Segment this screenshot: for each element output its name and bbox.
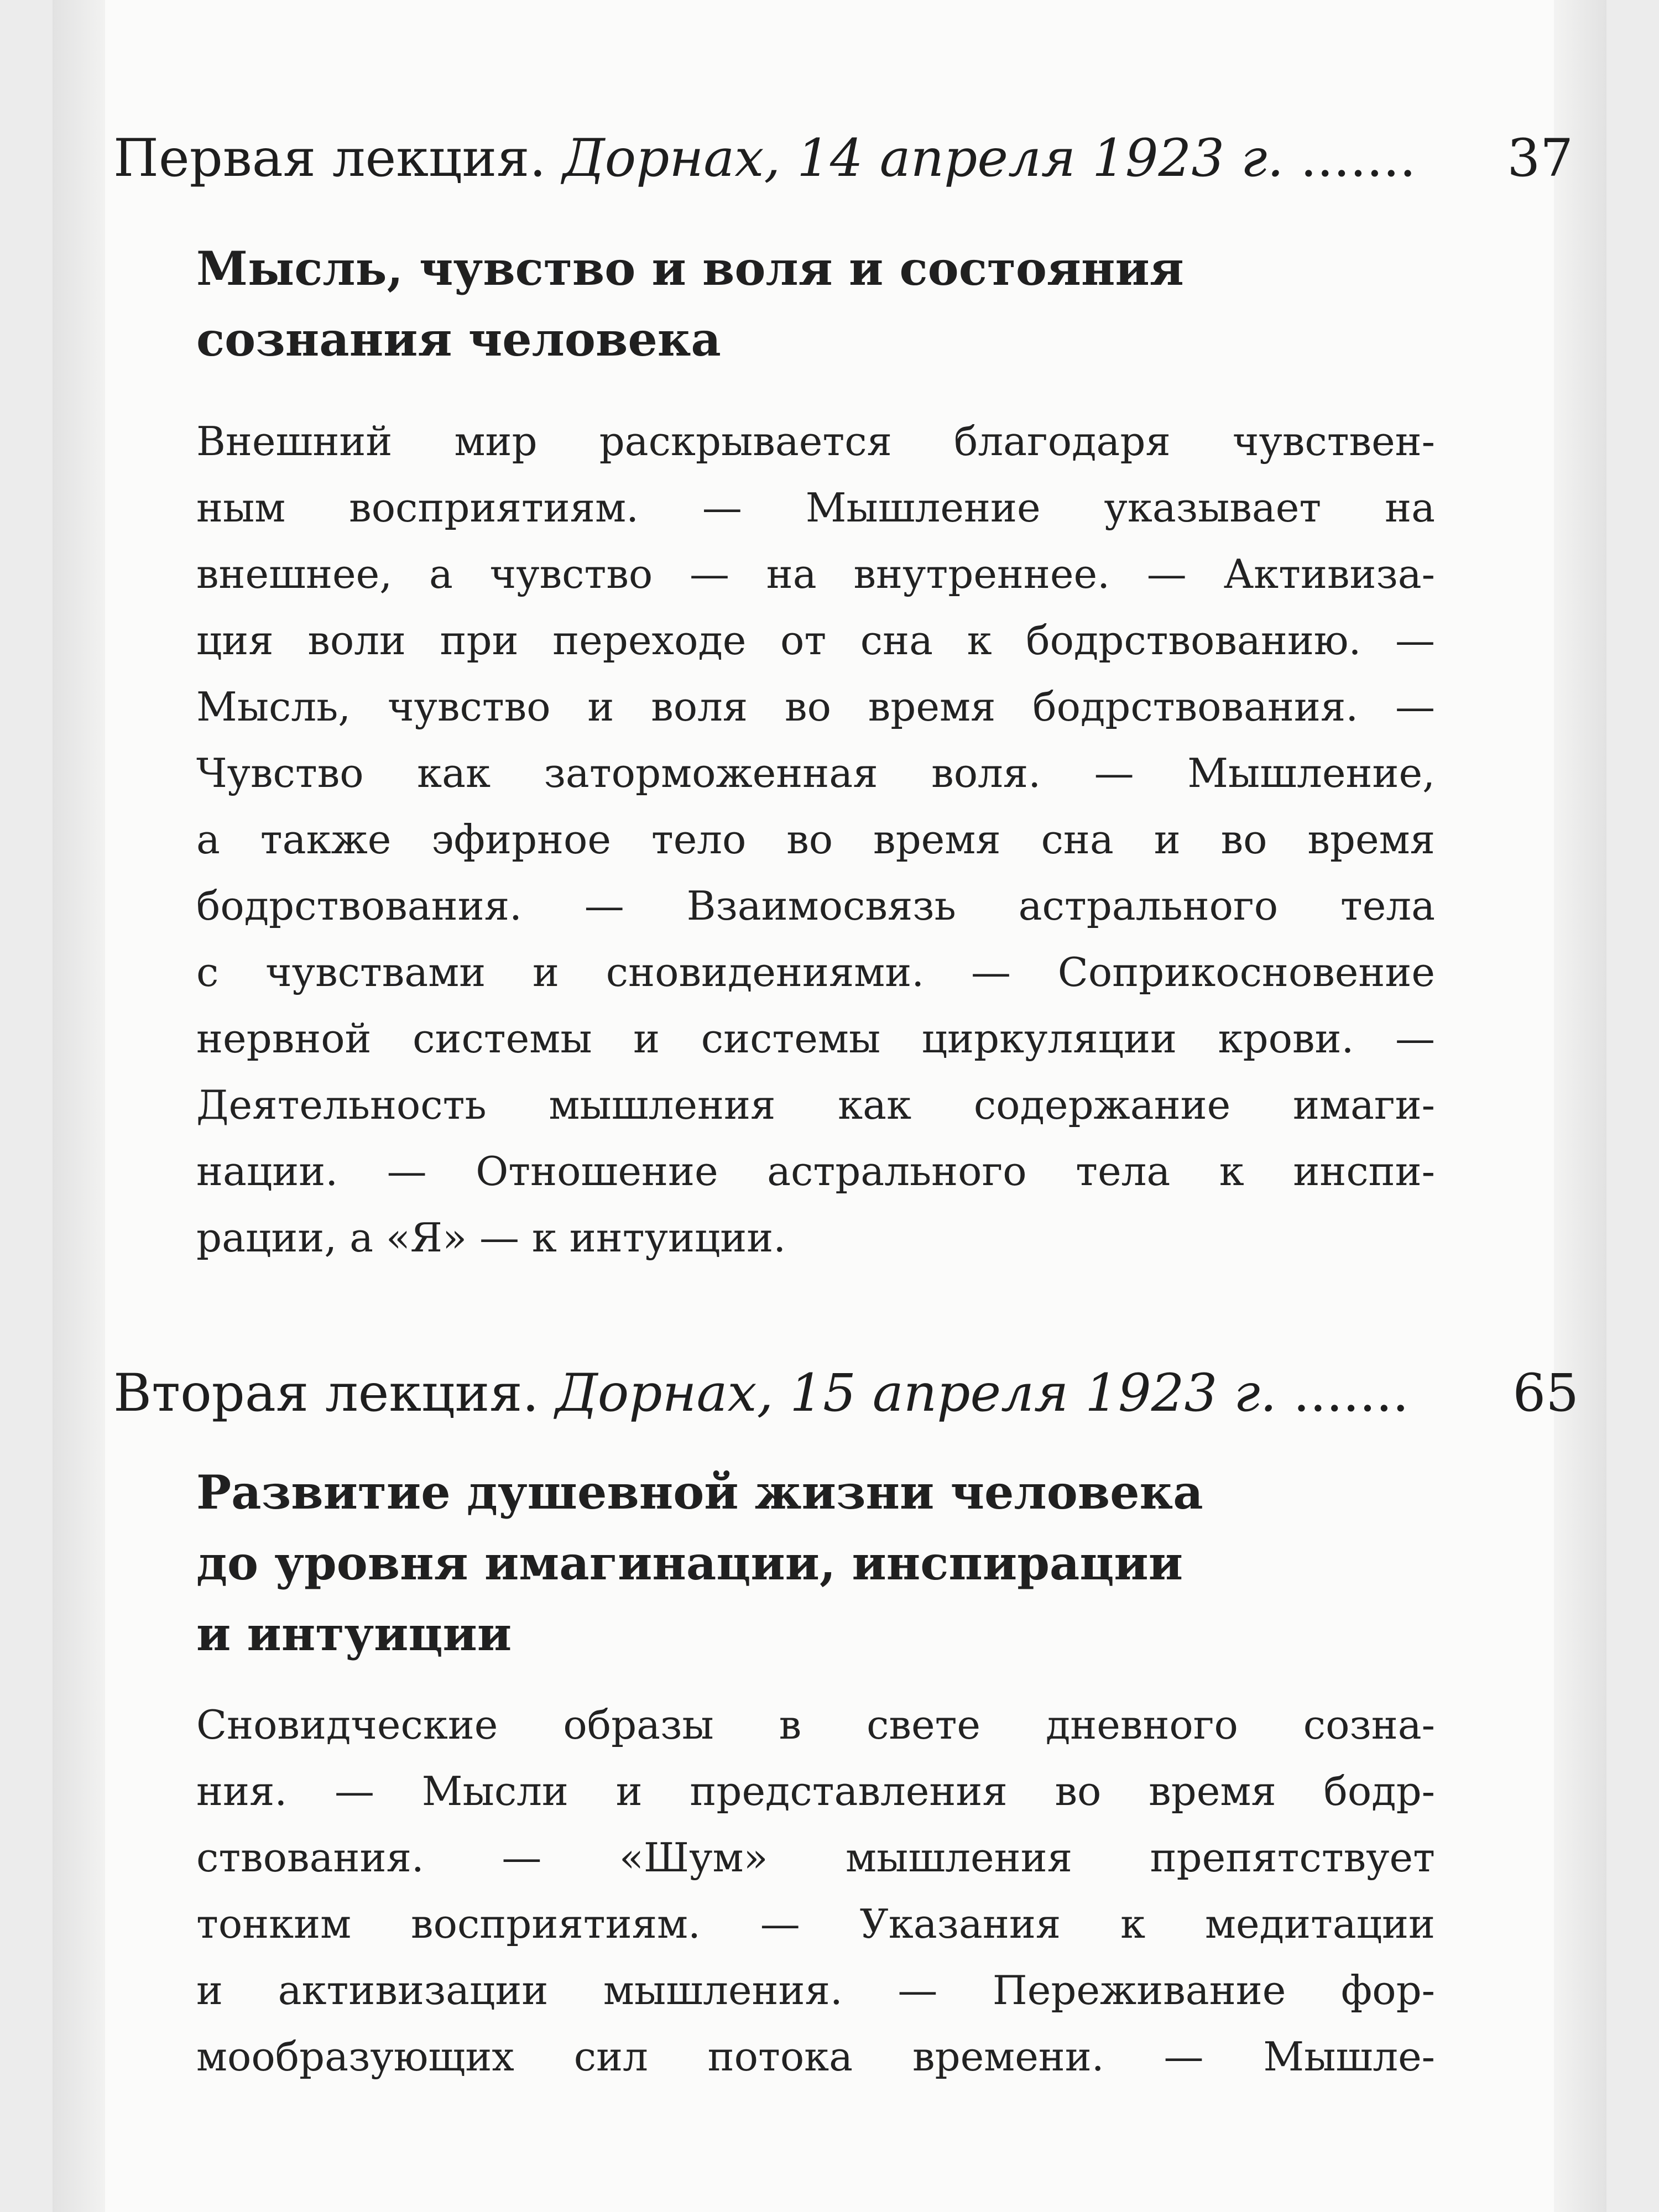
summary-line: бодрствования. — Взаимосвязь астрального тела [196,883,1435,929]
lecture-place-date: Дорнах, 14 апреля 1923 г. [562,128,1284,189]
lecture-label: Вторая лекция. [113,1363,539,1423]
summary-line: с чувствами и сновидениями. — Соприкосновение [196,949,1435,995]
lecture-entry-2 [113,1358,1579,2090]
summary-line: внешнее, а чувство — на внутреннее. — Активиза- [196,551,1435,597]
page-number: 65 [1512,1363,1579,1423]
summary-line: ция воли при переходе от сна к бодрствованию. — [196,617,1435,664]
summary-line: ствования. — «Шум» мышления препятствует [196,1834,1435,1881]
lecture-place-date: Дорнах, 15 апреля 1923 г. [555,1363,1277,1423]
lecture-summary [196,408,1573,1271]
title-line: и интуиции [196,1606,512,1661]
summary-line: нервной системы и системы циркуляции крови. — [196,1015,1435,1062]
summary-line: нации. — Отношение астрального тела к инспи- [196,1148,1435,1194]
summary-line: Чувство как заторможенная воля. — Мышление, [196,750,1435,796]
summary-line: мообразующих сил потока времени. — Мышле- [196,2033,1435,2080]
summary-line: Сновидческие образы в свете дневного созна- [196,1702,1435,1748]
lecture-summary [196,1692,1573,2090]
dot-leader: ....... [1300,128,1416,189]
summary-line: и активизации мышления. — Переживание фор- [196,1967,1435,2013]
page-number: 37 [1507,128,1573,189]
lecture-label: Первая лекция. [113,128,546,189]
summary-line: ния. — Мысли и представления во время бодр- [196,1768,1435,1814]
summary-line: ным восприятиям. — Мышление указывает на [196,484,1435,531]
summary-line: тонким восприятиям. — Указания к медитации [196,1901,1435,1947]
dot-leader: ....... [1293,1363,1409,1423]
lecture-heading [113,1358,1579,1430]
lecture-entry-1 [113,123,1573,1271]
summary-line: рации, а «Я» — к интуиции. [196,1214,786,1261]
title-line: Мысль, чувство и воля и состояния [196,241,1184,296]
title-line: сознания человека [196,312,721,367]
book-page [53,0,1606,2212]
page-edge-left [53,0,105,2212]
lecture-title [196,233,1573,375]
summary-line: Внешний мир раскрывается благодаря чувствен- [196,418,1435,465]
summary-line: Мысль, чувство и воля во время бодрствования. — [196,684,1435,730]
summary-line: а также эфирное тело во время сна и во время [196,816,1435,863]
summary-line: Деятельность мышления как содержание имаги- [196,1082,1435,1128]
title-line: Развитие душевной жизни человека [196,1465,1203,1520]
title-line: до уровня имагинации, инспирации [196,1536,1183,1590]
lecture-title [196,1457,1573,1670]
lecture-heading [113,123,1573,195]
